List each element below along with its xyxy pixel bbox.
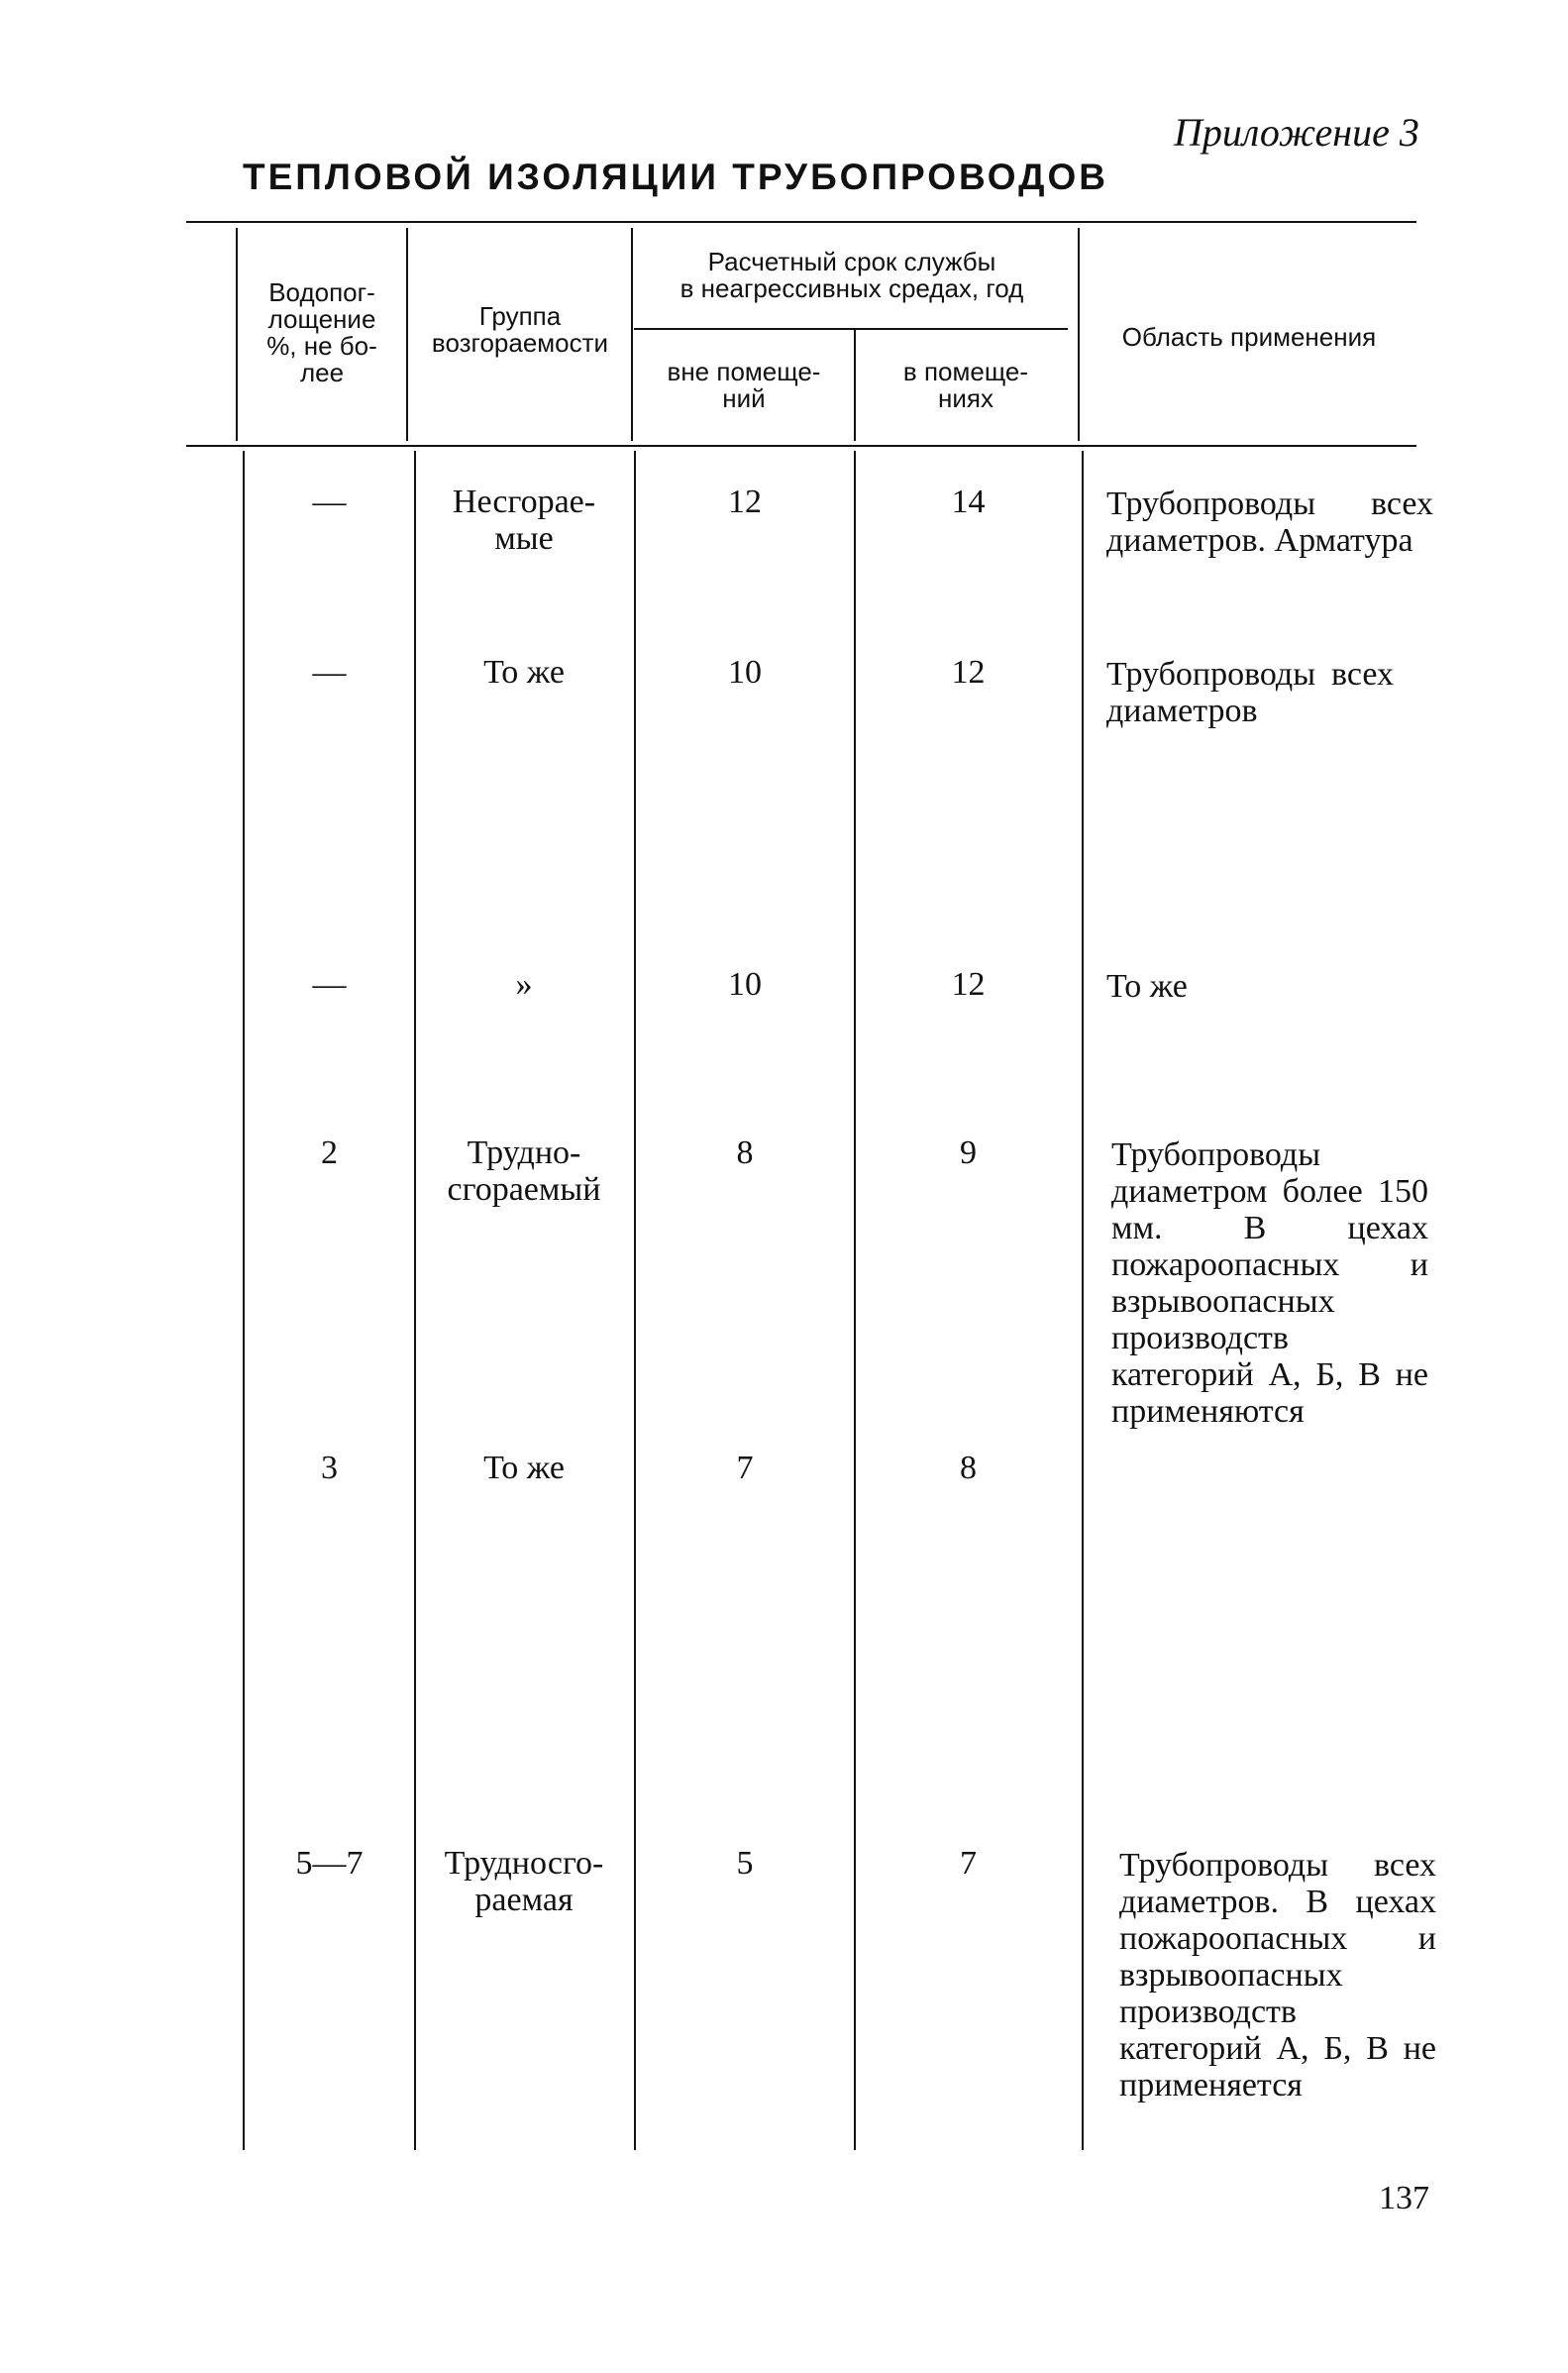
cell-water: 5—7 (295, 1845, 364, 1882)
page-number: 137 (1379, 2180, 1429, 2216)
column-header-indoor: в помеще- ниях (902, 357, 1029, 413)
cell-water: — (312, 966, 347, 1003)
cell-group: Трудно- сгораемый (447, 1134, 601, 1208)
cell-indoor: 12 (951, 966, 986, 1003)
column-header-life: Расчетный срок службы в неагрессивных средах, год (679, 247, 1024, 303)
cell-group: Несгорае- мые (452, 484, 596, 557)
header-bottom-rule (186, 445, 1416, 447)
body-divider-1 (243, 451, 245, 2150)
cell-area: Трубопроводы всех диаметров (1106, 656, 1394, 729)
table-top-rule (186, 221, 1416, 223)
cell-area: Трубопроводы диаметром более 150 мм. В цехах пожароопасных и взрывоопасных производств категорий А, Б, В не применяются (1111, 1136, 1428, 1430)
cell-outdoor: 10 (728, 654, 762, 691)
page-title: ТЕПЛОВОЙ ИЗОЛЯЦИИ ТРУБОПРОВОДОВ (243, 157, 1108, 197)
cell-outdoor: 5 (736, 1845, 754, 1882)
appendix-label: Приложение 3 (1174, 110, 1419, 155)
cell-indoor: 8 (960, 1450, 977, 1486)
column-header-outdoor: вне помеще- ний (667, 357, 821, 413)
cell-indoor: 9 (960, 1134, 977, 1171)
body-divider-3 (634, 451, 636, 2150)
header-divider-5 (1078, 228, 1080, 441)
cell-group: То же (483, 654, 565, 691)
cell-indoor: 14 (951, 484, 986, 520)
life-subheader-rule (634, 328, 1068, 330)
cell-outdoor: 7 (736, 1450, 754, 1486)
cell-indoor: 12 (951, 654, 986, 691)
column-header-area: Область применения (1121, 322, 1377, 352)
cell-water: — (312, 654, 347, 691)
cell-area: Трубопроводы всех диаметров. Арматура (1106, 485, 1433, 559)
cell-group: » (515, 966, 533, 1003)
cell-group: Трудносго- раемая (444, 1845, 604, 1918)
cell-area: То же (1106, 968, 1188, 1005)
column-header-group: Группа возгораемости (431, 301, 609, 358)
column-header-water: Водопог- лощение %, не бо- лее (266, 277, 377, 387)
cell-water: 3 (321, 1450, 338, 1486)
cell-outdoor: 12 (728, 484, 762, 520)
cell-outdoor: 10 (728, 966, 762, 1003)
cell-water: 2 (321, 1134, 338, 1171)
cell-water: — (312, 484, 347, 520)
cell-area: Трубопроводы всех диаметров. В цехах пожароопасных и взрывоопасных производств категорий А, Б, В не применяется (1119, 1847, 1436, 2103)
cell-indoor: 7 (960, 1845, 977, 1882)
body-divider-5 (1082, 451, 1084, 2150)
header-divider-1 (236, 228, 238, 441)
cell-outdoor: 8 (736, 1134, 754, 1171)
body-divider-4 (854, 451, 856, 2150)
header-divider-2 (406, 228, 408, 441)
header-divider-3 (631, 228, 633, 441)
cell-group: То же (483, 1450, 565, 1486)
